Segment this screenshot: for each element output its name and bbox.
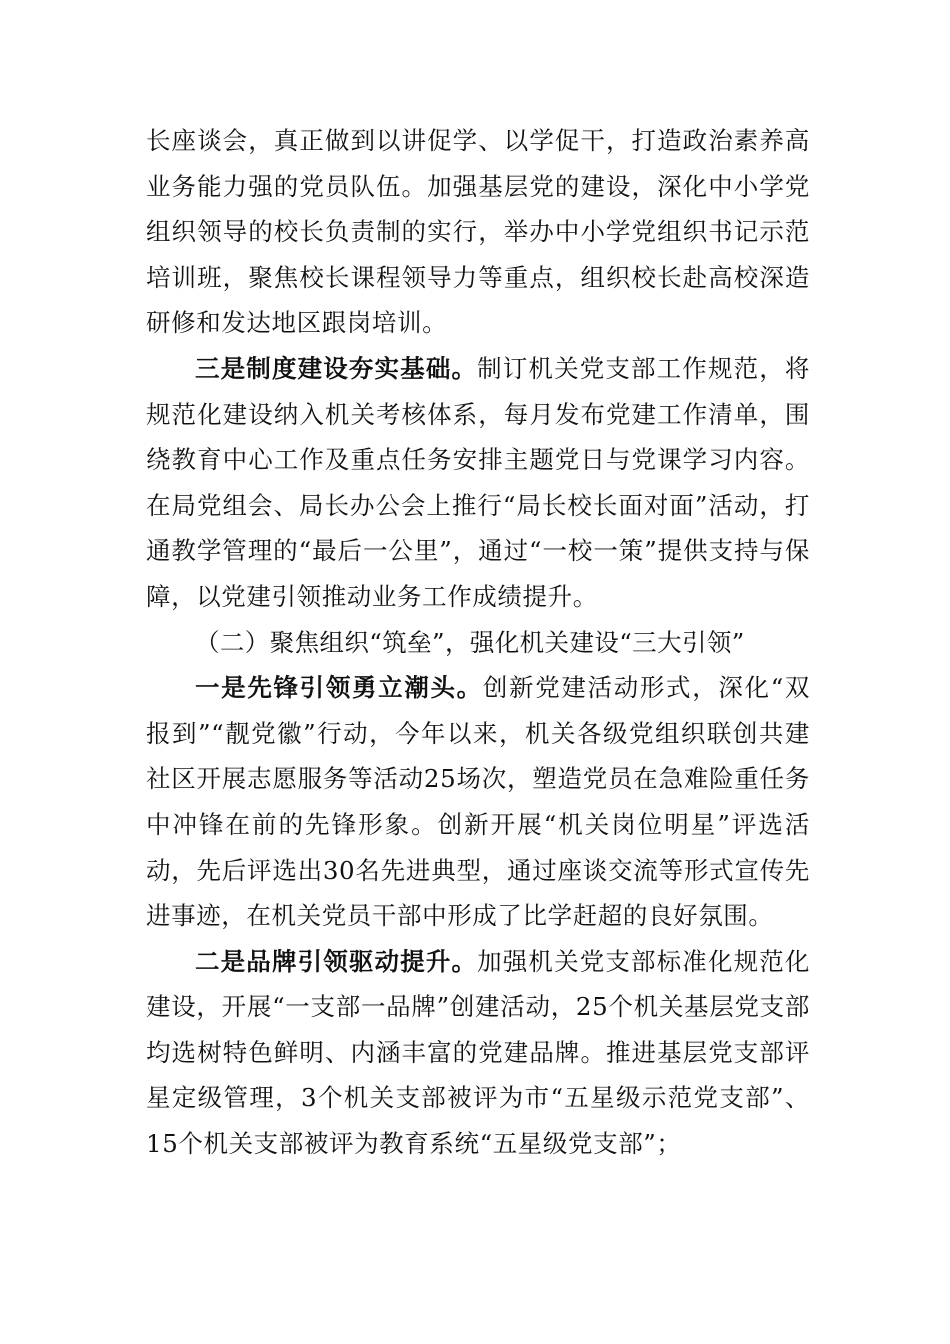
document-body [146,118,810,1167]
paragraph-lead: 三是制度建设夯实基础。 [195,353,478,383]
paragraph-text: 创新党建活动形式，深化“双报到”“靓党徽”行动，今年以来，机关各级党组织联创共建社区开展志愿服务等活动25场次，塑造党员在急难险重任务中冲锋在前的先锋形象。创新开展“机关岗位明星”评选活动，先后评选出30名先进典型，通过座谈交流等形式宣传先进事迹，在机关党员干部中形成了比学赶超的良好氛围。 [146,673,810,931]
paragraph-brand-leading [146,939,810,1167]
paragraph-continuation [146,118,810,346]
section-heading: （二）聚焦组织“筑垒”，强化机关建设“三大引领” [195,627,745,657]
paragraph-lead: 二是品牌引领驱动提升。 [195,946,478,976]
paragraph-text: 长座谈会，真正做到以讲促学、以学促干，打造政治素养高业务能力强的党员队伍。加强基层党的建设，深化中小学党组织领导的校长负责制的实行，举办中小学党组织书记示范培训班，聚焦校长课程领导力等重点，组织校长赴高校深造研修和发达地区跟岗培训。 [146,126,810,338]
paragraph-system-building [146,346,810,620]
paragraph-text: 制订机关党支部工作规范，将规范化建设纳入机关考核体系，每月发布党建工作清单，围绕教育中心工作及重点任务安排主题党日与党课学习内容。在局党组会、局长办公会上推行“局长校长面对面”活动，打通教学管理的“最后一公里”，通过“一校一策”提供支持与保障，以党建引领推动业务工作成绩提升。 [146,353,810,611]
paragraph-text: 加强机关党支部标准化规范化建设，开展“一支部一品牌”创建活动，25个机关基层党支部均选树特色鲜明、内涵丰富的党建品牌。推进基层党支部评星定级管理，3个机关支部被评为市“五星级示范党支部”、15个机关支部被评为教育系统“五星级党支部”； [146,946,810,1159]
paragraph-pioneer-leading [146,665,810,939]
paragraph-lead: 一是先锋引领勇立潮头。 [195,673,483,703]
